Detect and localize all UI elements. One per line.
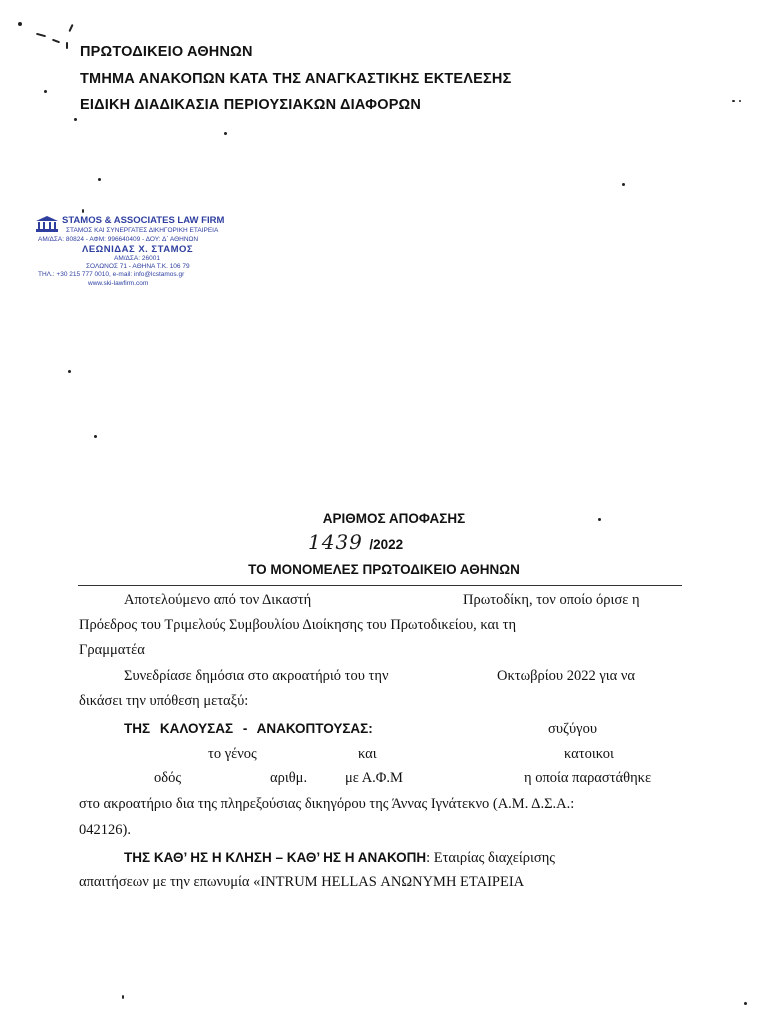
body-p3-g: με Α.Φ.Μ <box>345 770 403 786</box>
body-p3-e: οδός <box>154 770 182 786</box>
body-p1-b: Πρωτοδίκη, τον οποίο όρισε η <box>463 592 640 608</box>
body-p3-d: κατοικοι <box>564 746 614 762</box>
body-p3-a: συζύγου <box>548 721 598 737</box>
body-p1-d: Γραμματέα <box>79 642 145 658</box>
court-title: ΤΟ ΜΟΝΟΜΕΛΕΣ ΠΡΩΤΟΔΙΚΕΙΟ ΑΘΗΝΩΝ <box>248 562 520 577</box>
firm-website: www.ski-lawfirm.com <box>88 280 149 287</box>
body-p2-a: Συνεδρίασε δημόσια στο ακροατήριό του την <box>124 668 389 684</box>
body-p1-c: Πρόεδρος του Τριμελούς Συμβουλίου Διοίκησης του Πρωτοδικείου, και τη <box>79 617 517 633</box>
firm-greek-name: ΣΤΑΜΟΣ ΚΑΙ ΣΥΝΕΡΓΑΤΕΣ ΔΙΚΗΓΟΡΙΚΗ ΕΤΑΙΡΕΙΑ <box>66 227 219 234</box>
lawyer-registration: ΑΜ/ΔΣΑ: 26001 <box>114 255 160 262</box>
decision-label: ΑΡΙΘΜΟΣ ΑΠΟΦΑΣΗΣ <box>322 511 466 526</box>
decision-year: /2022 <box>369 537 404 552</box>
firm-registration: ΑΜ/ΔΣΑ: 80824 - ΑΦΜ: 996640409 - ΔΟΥ: Δ΄ ΑΘΗΝΩΝ <box>38 236 199 243</box>
body-p3-b: το γένος <box>208 746 257 762</box>
body-p3-h: η οποία παραστάθηκε <box>524 770 652 786</box>
procedure-name: ΕΙΔΙΚΗ ΔΙΑΔΙΚΑΣΙΑ ΠΕΡΙΟΥΣΙΑΚΩΝ ΔΙΑΦΟΡΩΝ <box>80 97 422 113</box>
decision-number <box>308 530 403 554</box>
courthouse-icon <box>36 216 58 236</box>
firm-address: ΣΟΛΩΝΟΣ 71 - ΑΘΗΝΑ Τ.Κ. 106 79 <box>86 263 190 270</box>
firm-contact: ΤΗΛ.: +30 215 777 0010, e-mail: info@lcstamos.gr <box>38 271 185 278</box>
plaintiff-label: ΤΗΣ ΚΑΛΟΥΣΑΣ - ΑΝΑΚΟΠΤΟΥΣΑΣ: <box>124 721 373 736</box>
body-p4-a: : Εταιρίας διαχείρισης <box>426 850 556 866</box>
body-p3-c: και <box>358 746 377 762</box>
body-p3-j: 042126). <box>79 822 131 838</box>
defendant-label: ΤΗΣ ΚΑΘ’ ΗΣ Η ΚΛΗΣΗ – ΚΑΘ’ ΗΣ Η ΑΝΑΚΟΠΗ <box>124 850 427 865</box>
handwritten-number: 1439 <box>308 530 363 554</box>
defendant-line <box>124 849 555 867</box>
body-p3-i: στο ακροατήριο δια της πληρεξούσιας δικηγόρου της Άννας Ιγνάτεκνο (Α.Μ. Δ.Σ.Α.: <box>79 796 575 812</box>
court-name: ΠΡΩΤΟΔΙΚΕΙΟ ΑΘΗΝΩΝ <box>80 44 253 60</box>
body-p1-a: Αποτελούμενο από τον Δικαστή <box>124 592 312 608</box>
lawyer-name: ΛΕΩΝΙΔΑΣ Χ. ΣΤΑΜΟΣ <box>82 244 194 255</box>
body-p2-c: δικάσει την υπόθεση μεταξύ: <box>79 693 249 709</box>
body-p3-f: αριθμ. <box>270 770 308 786</box>
divider <box>78 585 682 586</box>
department-name: ΤΜΗΜΑ ΑΝΑΚΟΠΩΝ ΚΑΤΑ ΤΗΣ ΑΝΑΓΚΑΣΤΙΚΗΣ ΕΚΤΕΛΕΣΗΣ <box>80 71 512 87</box>
body-p4-b: απαιτήσεων με την επωνυμία «INTRUM HELLAS ΑΝΩΝΥΜΗ ΕΤΑΙΡΕΙΑ <box>79 874 525 890</box>
body-p2-b: Οκτωβρίου 2022 για να <box>497 668 636 684</box>
firm-name: STAMOS & ASSOCIATES LAW FIRM <box>62 215 225 226</box>
